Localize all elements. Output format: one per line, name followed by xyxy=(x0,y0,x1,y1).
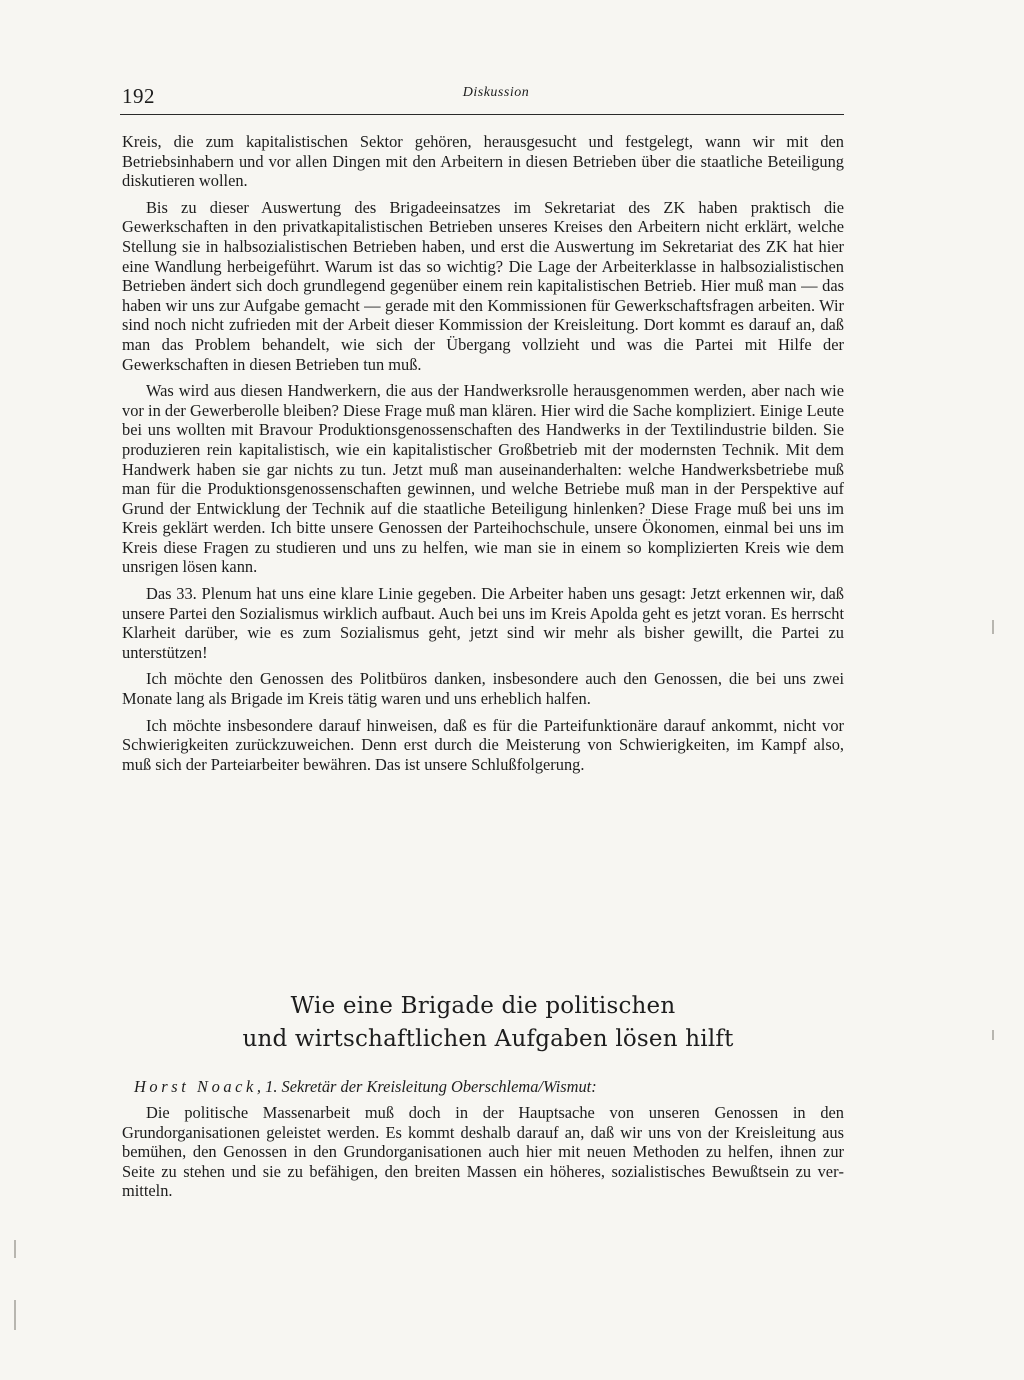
scan-edge-mark xyxy=(14,1240,16,1258)
page-header xyxy=(120,80,844,115)
scan-edge-mark xyxy=(14,1300,16,1330)
scan-edge-mark xyxy=(992,620,994,634)
paragraph: Das 33. Plenum hat uns eine klare Linie gegeben. Die Arbeiter haben uns gesagt: Jetzt erkennen wir, daß unsere Partei den Sozialismus wirklich aufbaut. Auch bei uns im Kreis Apolda geht es jetzt voran. Es herrscht Klarheit darüber, wie es zum Sozialismus geht, jetzt sind wir mehr als bisher gewillt, die Partei zu unterstützen! xyxy=(122,584,844,662)
discussion-text xyxy=(122,132,844,781)
page-number: 192 xyxy=(122,84,155,108)
paragraph: Die politische Massenarbeit muß doch in der Hauptsache von unseren Genossen in den Grundorganisationen geleistet werden. Es kommt deshalb darauf an, daß wir uns von der Kreisleitung aus bemühen, den Genossen in den Grundorganisationen auch hier mit neuen Methoden zu helfen, ihnen zur Seite zu stehen und sie zu befähigen, den breiten Massen ein höheres, sozialistisches Bewußtsein zu vermitteln. xyxy=(122,1103,844,1201)
paragraph: Kreis, die zum kapitalistischen Sektor gehören, herausgesucht und festgelegt, wann wir mit den Betriebsinhabern und vor allen Dingen mit den Arbeitern in diesen Betrieben über die staatliche Beteiligung diskutieren wollen. xyxy=(122,132,844,191)
speaker-name: Horst Noack xyxy=(134,1077,257,1096)
paragraph: Was wird aus diesen Handwerkern, die aus der Handwerksrolle herausgenommen werden, aber nach wie vor in der Gewerberolle bleiben? Diese Frage muß man klären. Hier wird die Sache kompliziert. Einige Leute bei uns wollten mit Bravour Produktionsgenossenschaften des Handwerks in der Textilindustrie bilden. Sie produzieren rein kapitalistisch, wie ein kapitalistischer Großbetrieb mit der modernsten Technik. Mit dem Handwerk haben sie gar nichts zu tun. Jetzt muß man auseinanderhalten: welche Handwerksbetriebe muß man für die Produktionsgenossenschaften gewinnen, und welche Betriebe muß man in der Perspektive auf Grund der Entwicklung der Technik auf die staatliche Beteiligung hinlenken? Diese Frage muß bei uns im Kreis geklärt werden. Ich bitte unsere Genossen der Parteihochschule, unsere Ökonomen, einmal bei uns im Kreis diese Fragen zu studieren und uns zu helfen, wie man sie in einem so komplizierten Kreis wie dem unsrigen lösen kann. xyxy=(122,381,844,577)
speaker-role: , 1. Sekretär der Kreisleitung Oberschlema/Wismut: xyxy=(256,1077,597,1096)
speaker-attribution xyxy=(134,1077,834,1097)
paragraph: Ich möchte insbesondere darauf hinweisen, daß es für die Parteifunktionäre darauf ankommt, nicht vor Schwierigkeiten zurückzuweichen. Denn erst durch die Meisterung von Schwierigkeiten, im Kampf also, muß sich der Parteiarbeiter bewähren. Das ist unsere Schlußfolgerung. xyxy=(122,715,844,774)
section-title-line: Wie eine Brigade die politischen xyxy=(290,993,676,1019)
section-title-line: und wirtschaftlichen Aufgaben lösen hilft xyxy=(242,1026,734,1052)
speech-text xyxy=(122,1103,844,1201)
scan-edge-mark xyxy=(992,1030,994,1040)
paragraph: Ich möchte den Genossen des Politbüros danken, insbesondere auch den Genossen, die bei uns zwei Monate lang als Brigade im Kreis tätig waren und uns erheblich halfen. xyxy=(122,669,844,709)
running-head: Diskussion xyxy=(462,85,530,100)
paragraph: Bis zu dieser Auswertung des Brigadeeinsatzes im Sekretariat des ZK haben praktisch die Gewerkschaften in den privatkapitalistischen Betrieben unseres Kreises den Arbeitern nicht erklärt, welche Stellung sie in halbsozialistischen Betrieben haben, und erst die Auswertung im Sekretariat des ZK hat hier eine Wandlung herbeigeführt. Warum ist das so wichtig? Die Lage der Arbeiterklasse in halbsozialistischen Betrieben ändert sich doch grundlegend gegenüber einem rein kapitalistischen Betrieb. Hier muß man — das haben wir uns zur Aufgabe gemacht — gerade mit den Kommissionen für Gewerkschaftsfragen arbeiten. Wir sind noch nicht zufrieden mit der Arbeit dieser Kommission der Kreisleitung. Dort kommt es darauf an, daß man das Problem behandelt, wie sich der Übergang vollzieht und was die Partei mit Hilfe der Gewerkschaften in diesen Betrieben tun muß. xyxy=(122,197,844,374)
section-title xyxy=(122,990,844,1056)
